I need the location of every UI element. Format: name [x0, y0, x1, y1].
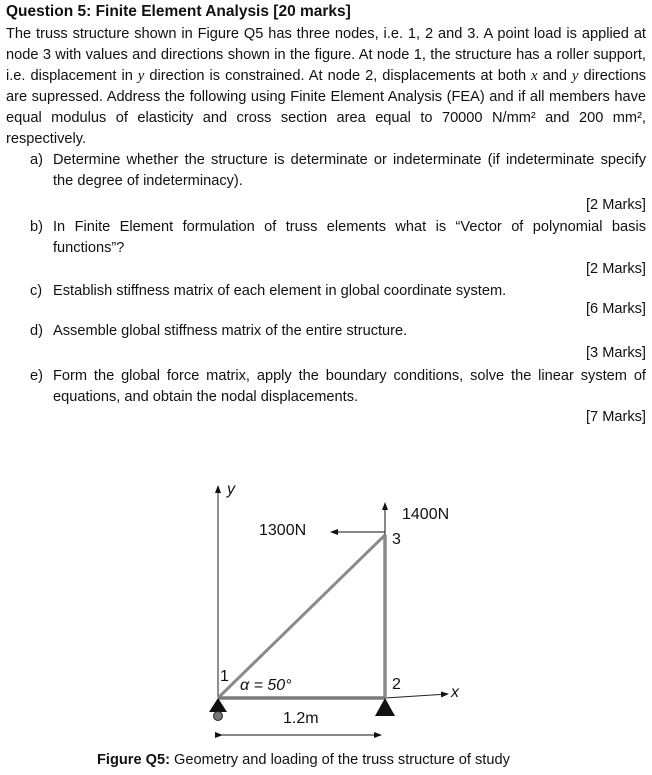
var-y: y [137, 68, 145, 84]
part-label: a) [30, 152, 43, 168]
part-text: Form the global force matrix, apply the boundary conditions, solve the linear system of equations, and obtain the nodal displacements. [53, 368, 646, 405]
intro-text: and [537, 68, 573, 84]
caption-label: Figure Q5: [97, 752, 170, 768]
part-a-marks: [2 Marks] [585, 197, 646, 213]
part-d-marks: [3 Marks] [585, 345, 646, 361]
roller-support-icon [209, 698, 227, 712]
question-title: Question 5: Finite Element Analysis [20 marks] [6, 3, 351, 20]
member-1-3 [218, 535, 385, 698]
part-label: d) [30, 323, 43, 339]
pin-support-icon [375, 698, 395, 716]
var-y: y [572, 68, 579, 84]
part-label: b) [30, 219, 43, 235]
part-c-marks: [6 Marks] [585, 301, 646, 317]
angle-label: α = 50° [240, 677, 292, 694]
part-text: Determine whether the structure is determinate or indeterminate (if indeterminate specify the degree of indeterminacy). [53, 152, 646, 189]
part-text: In Finite Element formulation of truss elements what is “Vector of polynomial basis functions”? [53, 219, 646, 256]
node-3-label: 3 [392, 531, 401, 548]
part-b-marks: [2 Marks] [585, 261, 646, 277]
part-text: Assemble global stiffness matrix of the entire structure. [53, 323, 408, 339]
x-axis [385, 694, 448, 698]
x-axis-label: x [451, 684, 459, 701]
node-2-label: 2 [392, 676, 401, 693]
part-label: c) [30, 283, 43, 299]
span-label: 1.2m [283, 710, 319, 727]
load-vertical-label: 1400N [402, 506, 450, 523]
node-1-label: 1 [220, 668, 229, 685]
part-e-marks: [7 Marks] [585, 409, 646, 425]
roller-icon [214, 712, 223, 721]
figure-caption [97, 752, 510, 768]
var-x: x [531, 68, 538, 84]
intro-text: directions are supressed. Address the following using Finite Element Analysis (FEA) and if all members have equal modulus of elasticity and cross section area equal to 70000 N/mm² and 200 mm², respectively. [6, 68, 647, 147]
part-text: Establish stiffness matrix of each element in global coordinate system. [53, 283, 507, 299]
load-horizontal-label: 1300N [259, 522, 307, 539]
intro-text: The truss structure shown in Figure Q5 has three nodes, i.e. 1, 2 and 3. A point load is applied at node 3 with values and directions shown in the figure. At node 1, the structure has a roller support, i.e. displacement in [6, 26, 646, 84]
part-label: e) [30, 368, 43, 384]
caption-text: Geometry and loading of the truss structure of study [169, 752, 510, 768]
intro-text: direction is constrained. At node 2, displacements at both [144, 68, 532, 84]
y-axis-label: y [227, 481, 235, 498]
